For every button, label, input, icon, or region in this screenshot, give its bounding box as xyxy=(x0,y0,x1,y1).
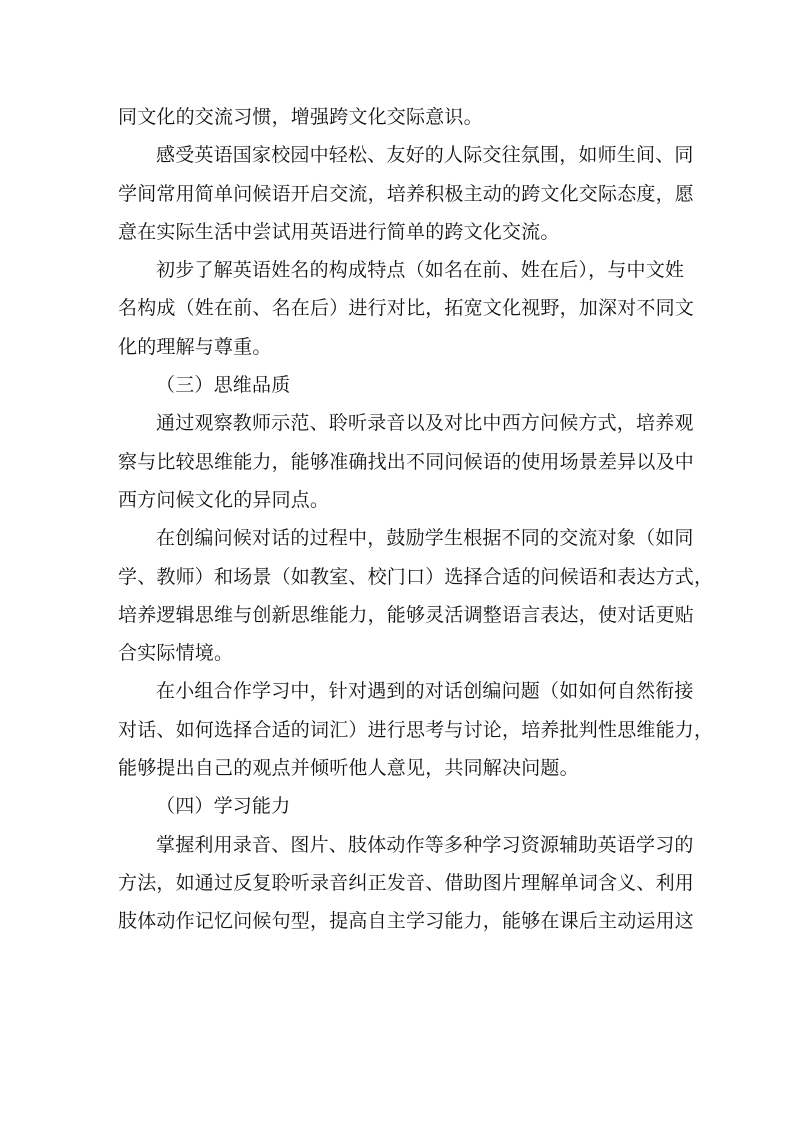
body-text-line: 察与比较思维能力，能够准确找出不同问候语的使用场景差异以及中 xyxy=(118,450,695,473)
body-text-line: 肢体动作记忆问候句型，提高自主学习能力，能够在课后主动运用这 xyxy=(118,910,695,933)
body-text-line: 合实际情境。 xyxy=(118,642,234,665)
body-text-line: 西方问候文化的异同点。 xyxy=(118,488,330,511)
body-text-line: 在小组合作学习中，针对遇到的对话创编问题（如如何自然衔接 xyxy=(156,680,694,703)
body-text-line: 能够提出自己的观点并倾听他人意见，共同解决问题。 xyxy=(118,757,579,780)
body-text-line: 对话、如何选择合适的词汇）进行思考与讨论，培养批判性思维能力， xyxy=(118,718,714,741)
body-text-line: 感受英语国家校园中轻松、友好的人际交往氛围，如师生间、同 xyxy=(156,144,694,167)
body-text-line: 掌握利用录音、图片、肢体动作等多种学习资源辅助英语学习的 xyxy=(156,833,694,856)
body-text-line: 在创编问候对话的过程中，鼓励学生根据不同的交流对象（如同 xyxy=(156,527,694,550)
section-heading: （三）思维品质 xyxy=(156,374,291,397)
body-text-line: 方法，如通过反复聆听录音纠正发音、借助图片理解单词含义、利用 xyxy=(118,871,695,894)
body-text-line: 名构成（姓在前、名在后）进行对比，拓宽文化视野，加深对不同文 xyxy=(118,297,695,320)
body-text-line: 学间常用简单问候语开启交流，培养积极主动的跨文化交际态度，愿 xyxy=(118,182,695,205)
body-text-line: 同文化的交流习惯，增强跨文化交际意识。 xyxy=(118,106,483,128)
body-text-line: 通过观察教师示范、聆听录音以及对比中西方问候方式，培养观 xyxy=(156,412,694,435)
body-text-line: 意在实际生活中尝试用英语进行简单的跨文化交流。 xyxy=(118,220,560,243)
body-text-line: 学、教师）和场景（如教室、校门口）选择合适的问候语和表达方式， xyxy=(118,565,714,588)
body-text-line: 化的理解与尊重。 xyxy=(118,335,272,358)
body-text-line: 初步了解英语姓名的构成特点（如名在前、姓在后），与中文姓 xyxy=(156,259,685,282)
section-heading: （四）学习能力 xyxy=(156,795,291,818)
body-text-line: 培养逻辑思维与创新思维能力，能够灵活调整语言表达，使对话更贴 xyxy=(118,603,695,626)
document-body xyxy=(118,98,714,941)
